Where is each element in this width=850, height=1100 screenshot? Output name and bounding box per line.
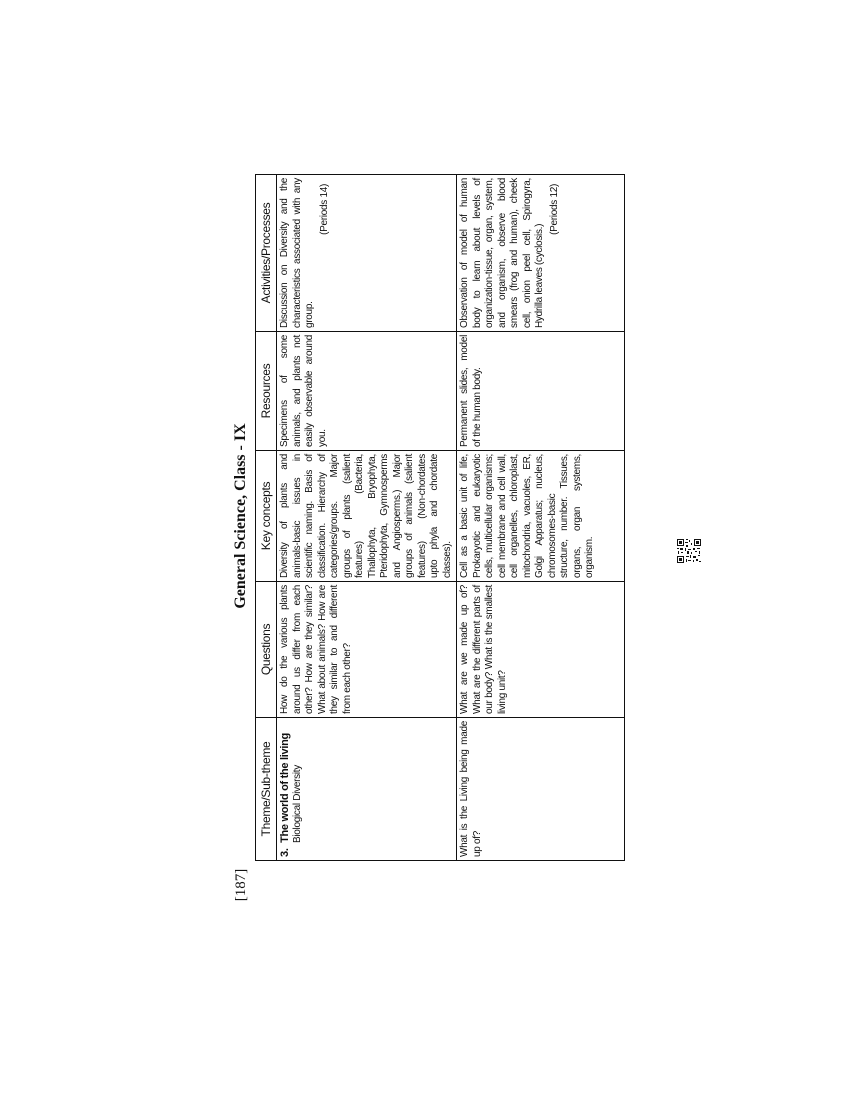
table-row [457, 175, 625, 861]
key-concepts-cell: Cell as a basic unit of life, Prokaryotic and eukaryotic cells, multicellular organisms; cell membrane and cell wall, cell organelles, chloroplast, mitochondria, vacuoles, ER, Golgi Apparatus; nucleus, chromosomes-basic structure, number. Tissues, organs, organ systems, organism. [457, 451, 625, 582]
theme-title: The world of the living [279, 733, 291, 843]
theme-number: 3. [279, 848, 291, 857]
syllabus-table [255, 174, 625, 861]
theme-cell [277, 718, 457, 861]
activities-text: Discussion on Diversity and the characteristics associated with any group. [279, 178, 315, 328]
qr-code-icon [676, 538, 702, 564]
page-title: General Science, Class - IX [232, 423, 249, 609]
page-number: [187] [233, 868, 249, 902]
activities-cell [277, 175, 457, 332]
key-concepts-cell: Diversity of plants and animals-basic issues in scientific naming. Basis of classification. Hierarchy of categories/groups. Major groups of plants (salient features) (Bacteria, Thallophyta, Bryophyta, Pteridophyta, Gymnosperms and Angiosperms.) Major groups of animals (salient features) (Non-chordates upto phyla and chordate classes). [277, 451, 457, 582]
table-header-row [256, 175, 277, 861]
header-theme: Theme/Sub-theme [256, 718, 277, 861]
header-key-concepts: Key concepts [256, 451, 277, 582]
theme-title: What is the Living being made up of? [459, 721, 483, 857]
header-activities: Activities/Processes [256, 175, 277, 332]
theme-heading [279, 721, 292, 857]
activities-text: Observation of model of human body to learn about levels of organization-tissue, organ, system, and organism, observe blood smears (frog and human), cheek cell, onion peel cell, Spirogyra, Hydrilla leaves (cyclosis.) [459, 178, 545, 328]
theme-subtitle: Biological Diversity [291, 765, 303, 843]
resources-cell: Specimens of some animals, and plants not easily observable around you. [277, 332, 457, 451]
questions-cell: How do the various plants around us differ from each other? How are they similar? What about animals? How are they similar to and different from each other? [277, 582, 457, 718]
periods-label: (Periods 12) [548, 184, 560, 235]
header-resources: Resources [256, 332, 277, 451]
periods-label: (Periods 14) [318, 184, 330, 235]
theme-cell [457, 718, 625, 861]
questions-cell: What are we made up of? What are the different parts of our body? What is the smallest living unit? [457, 582, 625, 718]
rotated-page [227, 171, 611, 902]
activities-cell [457, 175, 625, 332]
resources-cell: Permanent slides, model of the human body. [457, 332, 625, 451]
table-row [277, 175, 457, 861]
header-questions: Questions [256, 582, 277, 718]
